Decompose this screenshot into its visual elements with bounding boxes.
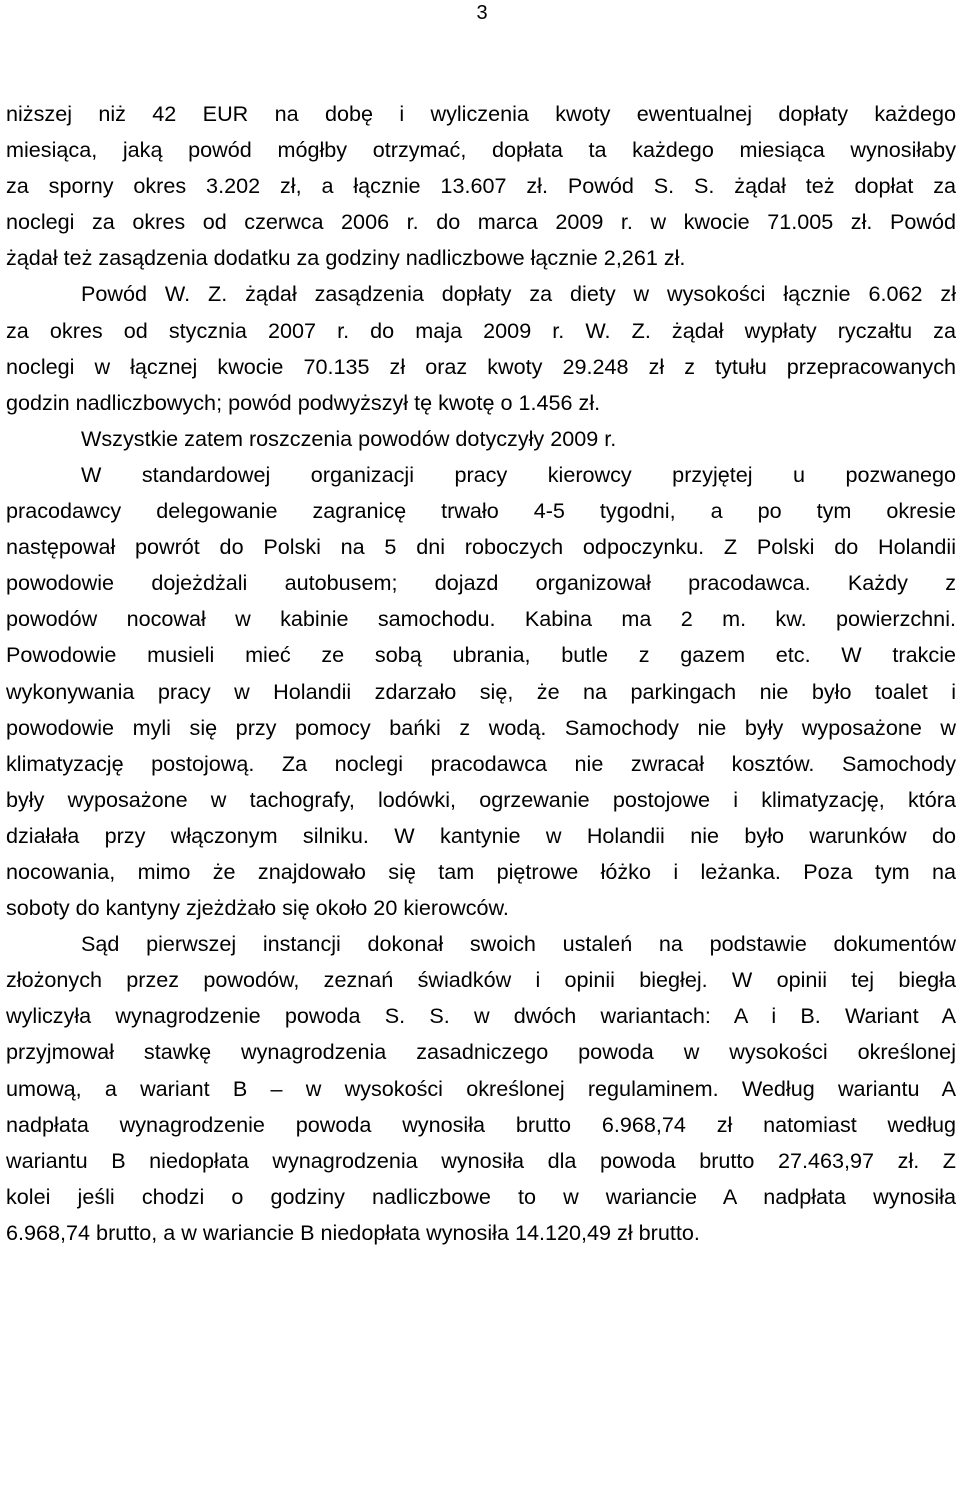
text-line: za okres od stycznia 2007 r. do maja 2009 r. W. Z. żądał wypłaty ryczałtu za [6, 317, 956, 343]
text-line: powodów nocował w kabinie samochodu. Kabina ma 2 m. kw. powierzchni. [6, 606, 956, 632]
text-line: noclegi za okres od czerwca 2006 r. do marca 2009 r. w kwocie 71.005 zł. Powód [6, 209, 956, 235]
text-line: niższej niż 42 EUR na dobę i wyliczenia kwoty ewentualnej dopłaty każdego [6, 101, 956, 126]
document-body [6, 96, 956, 1251]
text-line: były wyposażone w tachografy, lodówki, ogrzewanie postojowe i klimatyzację, która [6, 786, 956, 812]
text-line: żądał też zasądzenia dodatku za godziny nadliczbowe łącznie 2,261 zł. [6, 245, 686, 271]
text-line: Powodowie musieli mieć ze sobą ubrania, butle z gazem etc. W trakcie [6, 642, 956, 668]
text-line: noclegi w łącznej kwocie 70.135 zł oraz kwoty 29.248 zł z tytułu przepracowanych [6, 353, 956, 379]
text-line: klimatyzację postojową. Za noclegi pracodawca nie zwracał kosztów. Samochody [6, 750, 956, 776]
text-line: wariantu B niedopłata wynagrodzenia wynosiła dla powoda brutto 27.463,97 zł. Z [6, 1147, 956, 1173]
text-line: 6.968,74 brutto, a w wariancie B niedopłata wynosiła 14.120,49 zł brutto. [6, 1219, 700, 1245]
text-line: działała przy włączonym silniku. W kantynie w Holandii nie było warunków do [6, 822, 956, 848]
text-line: kolei jeśli chodzi o godziny nadliczbowe to w wariancie A nadpłata wynosiła [6, 1183, 956, 1209]
text-line: Sąd pierwszej instancji dokonał swoich ustaleń na podstawie dokumentów [81, 931, 956, 957]
text-line: nadpłata wynagrodzenie powoda wynosiła brutto 6.968,74 zł natomiast według [6, 1111, 956, 1137]
text-line: Wszystkie zatem roszczenia powodów dotyczyły 2009 r. [81, 425, 617, 451]
text-line: przyjmował stawkę wynagrodzenia zasadniczego powoda w wysokości określonej [6, 1039, 956, 1065]
text-line: miesiąca, jaką powód mógłby otrzymać, dopłata ta każdego miesiąca wynosiłaby [6, 137, 956, 163]
text-line: pracodawcy delegowanie zagranicę trwało 4-5 tygodni, a po tym okresie [6, 498, 956, 524]
text-line: złożonych przez powodów, zeznań świadków i opinii biegłej. W opinii tej biegła [6, 967, 956, 993]
page-number: 3 [476, 2, 488, 24]
text-line: nocowania, mimo że znajdowało się tam piętrowe łóżko i leżanka. Poza tym na [6, 858, 956, 884]
text-line: następował powrót do Polski na 5 dni roboczych odpoczynku. Z Polski do Holandii [6, 534, 956, 560]
text-line: W standardowej organizacji pracy kierowcy przyjętej u pozwanego [81, 461, 956, 487]
text-line: Powód W. Z. żądał zasądzenia dopłaty za diety w wysokości łącznie 6.062 zł [81, 281, 956, 307]
text-line: umową, a wariant B – w wysokości określonej regulaminem. Według wariantu A [6, 1075, 956, 1101]
text-line: za sporny okres 3.202 zł, a łącznie 13.607 zł. Powód S. S. żądał też dopłat za [6, 173, 956, 199]
text-line: wykonywania pracy w Holandii zdarzało się, że na parkingach nie było toalet i [6, 678, 956, 704]
text-line: powodowie dojeżdżali autobusem; dojazd organizował pracodawca. Każdy z [6, 570, 956, 596]
text-line: godzin nadliczbowych; powód podwyższył tę kwotę o 1.456 zł. [6, 389, 601, 415]
text-line: powodowie myli się przy pomocy bańki z wodą. Samochody nie były wyposażone w [6, 714, 956, 740]
text-line: wyliczyła wynagrodzenie powoda S. S. w dwóch wariantach: A i B. Wariant A [6, 1003, 956, 1029]
text-line: soboty do kantyny zjeżdżało się około 20 kierowców. [6, 895, 509, 921]
